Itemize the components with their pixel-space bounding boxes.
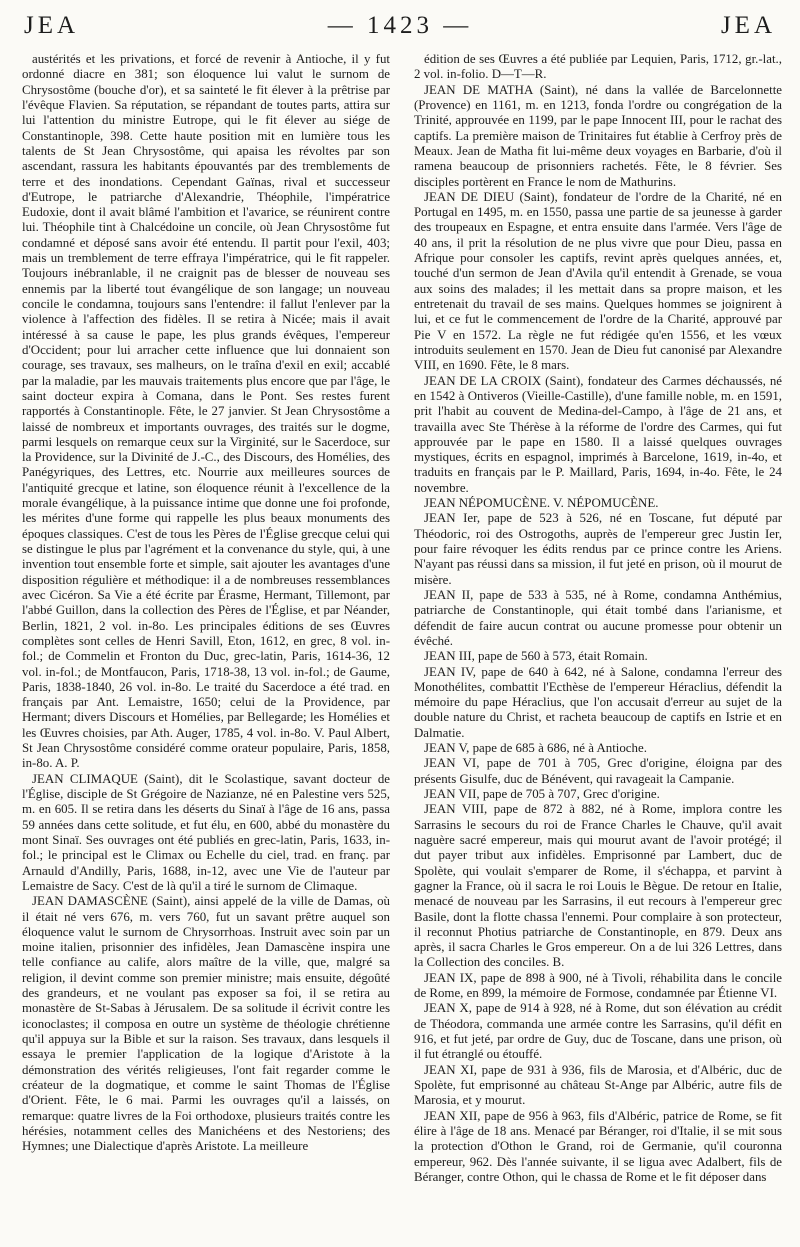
running-head (24, 6, 776, 46)
dictionary-entry: JEAN III, pape de 560 à 573, était Romain. (424, 649, 648, 664)
dictionary-entry: JEAN IX, pape de 898 à 900, né à Tivoli, réhabilita dans le concile de Rome, en 899, la mémoire de Formose, condamnée par Étienne VI. (414, 970, 782, 1001)
dictionary-entry: JEAN DE DIEU (Saint), fondateur de l'ordre de la Charité, né en Portugal en 1495, m. en 1550, passa une partie de sa jeunesse à garder des troupeaux en Espagne, et entra ensuite dans l'armée. Vers l'âge de 40 ans, il prit la résolution de ne plus vivre que pour Dieu, passa en Afrique pour consoler les captifs, revint après quelques années, et, touché d'un sermon de Jean d'Avila qu'il entendit à Grenade, se voua aux soins des malades; il les mettait dans sa propre maison, et les entretenait du travail de ses mains. Quelques hommes se joignirent à lui, et ce fut le commencement de l'ordre de la Charité, approuvé par Pie V en 1572. La règle ne fut rédigée qu'en 1556, et les vœux introduits seulement en 1570. Jean de Dieu fut canonisé par Alexandre VIII, en 1690. Fête, le 8 mars. (414, 189, 782, 373)
dictionary-entry: JEAN VIII, pape de 872 à 882, né à Rome, implora contre les Sarrasins le secours du roi de France Charles le Chauve, qu'il avait naguère sacré empereur, mais qui mourut avant de l'avoir protégé; il dut payer tribut aux infidèles. Emprisonné par Lambert, duc de Spolète, qui voulait s'emparer de Rome, il s'échappa, et parvint à gagner la France, où il sacra le roi Louis le Bègue. De retour en Italie, menacé de nouveau par les Sarrasins, il eut recours à l'empereur grec Basile, dont la flotte chassa l'ennemi. Pour complaire à son protecteur, il reconnut Photius patriarche de Constantinople, en 879. Deux ans après, il sacra Charles le Gros empereur. On a de lui 326 Lettres, dans la Collection des conciles. B. (414, 802, 782, 970)
dictionary-entry: JEAN CLIMAQUE (Saint), dit le Scolastique, savant docteur de l'Église, disciple de St Grégoire de Nazianze, né en Palestine vers 525, m. en 605. Il se retira dans les déserts du Sinaï à l'âge de 16 ans, passa 59 années dans cette solitude, et fut élu, en 600, abbé du monastère du mont Sinaï. Ses ouvrages ont été publiés en grec-latin, Paris, 1633, in-fol.; le principal est le Climax ou Echelle du ciel, trad. en franç. par Arnauld d'Andilly, Paris, 1688, in-12, avec une Vie de l'auteur par Lemaistre de Sacy. C'est de là qu'il a tiré le surnom de Climaque. (22, 771, 390, 893)
dictionary-entry: JEAN NÉPOMUCÈNE. V. NÉPOMUCÈNE. (424, 496, 659, 511)
running-head-left: JEA (24, 12, 80, 39)
running-head-right: JEA (720, 12, 776, 39)
dictionary-entry: JEAN DE LA CROIX (Saint), fondateur des Carmes déchaussés, né en 1542 à Ontiveros (Vieille-Castille), d'une famille noble, m. en 1591, prit l'habit au couvent de Medina-del-Campo, à l'âge de 21 ans, et travailla avec Ste Thérèse à la réforme de l'ordre des Carmes, qui fut approuvée par le pape en 1580. Il a laissé quelques ouvrages mystiques, écrits en espagnol, imprimés à Barcelone, 1619, in-4o, et traduits en français par le P. Maillard, Paris, 1694, in-4o. Fête, le 24 novembre. (414, 373, 782, 495)
dictionary-entry: JEAN XII, pape de 956 à 963, fils d'Albéric, patrice de Rome, se fit élire à l'âge de 18 ans. Menacé par Béranger, roi d'Italie, il se mit sous la protection d'Othon le Grand, roi de Germanie, qu'il couronna empereur, 962. Dès l'année suivante, il se ligua avec Adalbert, fils de Béranger, contre Othon, qui le chassa de Rome et le fit déposer dans (414, 1108, 782, 1184)
dictionary-entry: JEAN VI, pape de 701 à 705, Grec d'origine, éloigna par des présents Gisulfe, duc de Bénévent, qui ravageait la Campanie. (414, 756, 782, 786)
dictionary-entry: JEAN XI, pape de 931 à 936, fils de Marosia, et d'Albéric, duc de Spolète, fut emprisonné au château St-Ange par Albéric, autre fils de Marosia, et y mourut. (414, 1062, 782, 1108)
dictionary-entry: JEAN V, pape de 685 à 686, né à Antioche. (424, 741, 647, 756)
left-column (22, 52, 390, 1241)
dictionary-entry: JEAN DE MATHA (Saint), né dans la vallée de Barcelonnette (Provence) en 1161, m. en 1213, fonda l'ordre ou congrégation de la Trinité, approuvée en 1199, par le pape Innocent III, pour le rachat des captifs. La première maison de Trinitaires fut établie à Cerfroy près de Meaux. Jean de Matha fit lui-même deux voyages en Barbarie, d'où il ramena beaucoup de prisonniers rachetés. Fête, le 8 février. Ses disciples portèrent en France le nom de Mathurins. (414, 82, 782, 189)
dictionary-entry: JEAN DAMASCÈNE (Saint), ainsi appelé de la ville de Damas, où il était né vers 676, m. vers 760, fut un savant prêtre auquel son éloquence valut le surnom de Chrysorrhoas. Instruit avec soin par un moine italien, prisonnier des infidèles, Jean Damascène inspira une telle confiance au calife, alors maître de la ville, que, malgré sa religion, il devint comme son premier ministre; mais ensuite, dégoûté des grandeurs, et ne voulant pas exposer sa foi, il se retira au monastère de St-Sabas à Jérusalem. De sa solitude il écrivit contre les iconoclastes; il composa en outre un système de théologie chrétienne qu'il appuya sur la Bible et sur la raison. Ses travaux, dans lesquels il essaya le premier l'application de la logique d'Aristote à la démonstration des vérités religieuses, l'ont fait regarder comme le créateur de la dogmatique, et comme le saint Thomas de l'Église d'Orient. Fête, le 6 mai. Parmi les ouvrages qu'il a laissés, on remarque: quatre livres de la Foi orthodoxe, plusieurs traités contre les hérésies, notamment celles des Manichéens et des Nestoriens; des Hymnes; une Dialectique d'après Aristote. La meilleure (22, 894, 390, 1154)
dictionary-entry: JEAN X, pape de 914 à 928, né à Rome, dut son élévation au crédit de Théodora, commanda une armée contre les Sarrasins, qu'il défit en 916, et fut jeté, par ordre de Guy, duc de Toscane, dans une prison, où il fut étranglé ou étouffé. (414, 1001, 782, 1062)
right-column (414, 52, 782, 1241)
dictionary-entry: JEAN II, pape de 533 à 535, né à Rome, condamna Anthémius, patriarche de Constantinople, qui était tombé dans l'arianisme, et défendit de faire aucun contrat ou aucune promesse pour obtenir un évêché. (414, 587, 782, 648)
dictionary-entry: édition de ses Œuvres a été publiée par Lequien, Paris, 1712, gr.-lat., 2 vol. in-folio. D—T—R. (414, 52, 782, 82)
page-number: — 1423 — (327, 12, 473, 39)
dictionary-entry: JEAN IV, pape de 640 à 642, né à Salone, condamna l'erreur des Monothélites, combattit l'Ecthèse de l'empereur Héraclius, défendit la mémoire du pape Héraclius, que l'on accusait d'erreur au sujet de la double nature du Christ, et racheta beaucoup de captifs en Istrie et en Dalmatie. (414, 664, 782, 740)
dictionary-entry: JEAN Ier, pape de 523 à 526, né en Toscane, fut député par Théodoric, roi des Ostrogoths, auprès de l'empereur grec Justin Ier, pour faire révoquer les édits rendus par ce prince contre les Ariens. N'ayant pas réussi dans sa mission, il fut jeté en prison, où il mourut de misère. (414, 511, 782, 587)
dictionary-entry: austérités et les privations, et forcé de revenir à Antioche, il y fut ordonné diacre en 381; son éloquence lui valut le surnom de Chrysostôme (bouche d'or), et sa sainteté le fit élever à la prêtrise par l'évêque Flavien. Sa réputation, se répandant de toutes parts, attira sur lui l'attention du ministre Eutrope, qui le fit élever au siége de Constantinople, 398. Cette haute position mit en lumière tous les talents de St Jean Chrysostôme, qui apaisa les révoltes par son ascendant, rassura les habitants épouvantés par des tremblements de terre et des inondations. Cependant Gaïnas, rival et successeur d'Eutrope, le patriarche d'Alexandrie, Théophile, l'impératrice Eudoxie, dont il avait blâmé l'ambition et l'avarice, se réunirent contre lui. Théophile tint à Chalcédoine un concile, où Jean Chrysostôme fut condamné et déposé sans avoir été entendu. Il partit pour l'exil, 403; mais un tremblement de terre effraya l'impératrice, qui le fit rappeler. Toujours inébranlable, il ne craignit pas de blesser de nouveau ses ennemis par la liberté tout évangélique de son langage; un nouveau concile le condamna, toujours sans l'entendre: il fallut l'enlever par la violence à l'affection des fidèles. Il se retira à Nicée; mais il avait intéressé à sa cause le pape, les plus grands évêques, l'empereur d'Occident; pour lui arracher cette influence que lui donnaient son courage, ses travaux, ses malheurs, on le traîna d'exil en exil; accablé par la maladie, par les mauvais traitements plus encore que par l'âge, le saint docteur expira à Comana, dans le Pont. Ses restes furent rapportés à Constantinople. Fête, le 27 janvier. St Jean Chrysostôme a laissé de nombreux et importants ouvrages, des traités sur le dogme, parmi lesquels on remarque ceux sur la Virginité, sur le Sacerdoce, sur la Providence, sur la Divinité de J.-C., des Discours, des Homélies, des Panégyriques, des Lettres, etc. Nourrie aux meilleures sources de l'antiquité grecque et latine, son éloquence réunit à l'excellence de la morale évangélique, à la puissance intime que donne une foi profonde, les mérites d'une forme qui rappelle les plus beaux monuments des époques classiques. C'est de tous les Pères de l'Église grecque celui qui se distingue le plus par l'agrément et la convenance du style, qui, à une invention tout ensemble forte et simple, sait ajouter les avantages d'une disposition régulière et méthodique: il a de nombreuses ressemblances avec Cicéron. Sa Vie a été écrite par Érasme, Hermant, Tillemont, par l'abbé Guillon, dans la collection des Pères de l'Église, et par Néander, Berlin, 1821, 2 vol. in-8o. Les principales éditions de ses Œuvres complètes sont celles de Henri Savill, Eton, 1612, en grec, 8 vol. in-fol.; de Commelin et Fronton du Duc, grec-latin, Paris, 1614-36, 12 vol. in-fol.; de Montfaucon, Paris, 1718-38, 13 vol. in-fol.; de Gaume, Paris, 1838-1840, 26 vol. in-8o. Le traité du Sacerdoce a été trad. en français par Ant. Lemaistre, 1650; celui de la Providence, par Hermant; divers Discours et Homélies, par Bellegarde; les Homélies et les Œuvres choisies, par Ath. Auger, 1785, 4 vol. in-8o. V. Paul Albert, St Jean Chrysostôme considéré comme orateur populaire, Paris, 1858, in-8o. A. P. (22, 52, 390, 771)
dictionary-entry: JEAN VII, pape de 705 à 707, Grec d'origine. (424, 787, 660, 801)
text-columns (22, 52, 782, 1241)
